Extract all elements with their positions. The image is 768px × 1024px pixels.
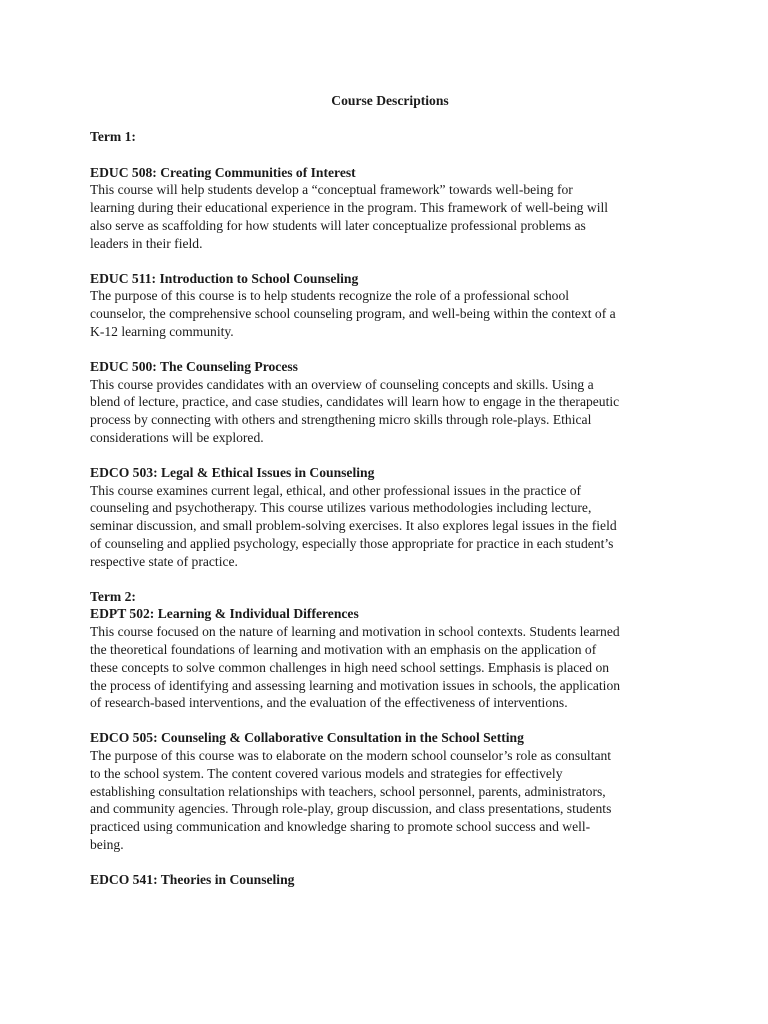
description-line: blend of lecture, practice, and case studies, candidates will learn how to engage in the therapeutic — [90, 394, 620, 410]
course-description — [90, 287, 690, 340]
description-line: counseling and psychotherapy. This course utilizes various methodologies including lecture, — [90, 500, 592, 516]
description-line: practiced using communication and knowledge sharing to promote school success and well- — [90, 819, 591, 835]
course-entry — [90, 871, 690, 889]
description-line: and community agencies. Through role-play, group discussion, and class presentations, students — [90, 801, 612, 817]
course-entry — [90, 358, 690, 447]
course-title: EDCO 505: Counseling & Collaborative Consultation in the School Setting — [90, 730, 524, 746]
description-line: seminar discussion, and small problem-solving exercises. It also explores legal issues in the field — [90, 518, 617, 534]
description-line: respective state of practice. — [90, 553, 238, 569]
course-entry — [90, 729, 690, 854]
course-description — [90, 181, 690, 252]
description-line: the theoretical foundations of learning and motivation with an emphasis on the application of — [90, 641, 597, 657]
description-line: The purpose of this course is to help students recognize the role of a professional school — [90, 288, 570, 304]
course-entry — [90, 605, 690, 712]
description-line: This course will help students develop a “conceptual framework” towards well-being for — [90, 182, 573, 198]
description-line: to the school system. The content covered various models and strategies for effectively — [90, 765, 563, 781]
description-line: This course examines current legal, ethical, and other professional issues in the practice of — [90, 482, 582, 498]
description-line: establishing consultation relationships with teachers, school personnel, parents, administrators, — [90, 783, 606, 799]
course-title: EDCO 541: Theories in Counseling — [90, 871, 295, 887]
description-line: counselor, the comprehensive school counseling program, and well-being within the context of a — [90, 306, 616, 322]
course-title: EDUC 508: Creating Communities of Interest — [90, 164, 356, 180]
course-title: EDUC 500: The Counseling Process — [90, 358, 298, 374]
description-line: also serve as scaffolding for how students will later conceptualize professional problems as — [90, 217, 586, 233]
course-description — [90, 747, 690, 854]
course-description — [90, 376, 690, 447]
description-line: The purpose of this course was to elaborate on the modern school counselor’s role as consultant — [90, 747, 612, 763]
term-heading: Term 2: — [90, 588, 136, 604]
course-entry — [90, 464, 690, 571]
course-entry — [90, 270, 690, 341]
term-heading: Term 1: — [90, 128, 136, 144]
description-line: of research-based interventions, and the evaluation of the effectiveness of interventions. — [90, 695, 568, 711]
description-line: the process of identifying and assessing learning and motivation issues in schools, the application — [90, 677, 621, 693]
description-line: learning during their educational experience in the program. This framework of well-being will — [90, 200, 609, 216]
description-line: these concepts to solve common challenges in high need school settings. Emphasis is placed on — [90, 659, 610, 675]
course-entry — [90, 164, 690, 253]
description-line: leaders in their field. — [90, 235, 203, 251]
description-line: considerations will be explored. — [90, 429, 264, 445]
description-line: This course provides candidates with an overview of counseling concepts and skills. Using a — [90, 376, 594, 392]
document-title: Course Descriptions — [331, 93, 449, 108]
description-line: of counseling and applied psychology, especially those appropriate for practice in each student’s — [90, 535, 614, 551]
description-line: process by connecting with others and strengthening micro skills through role-plays. Ethical — [90, 412, 592, 428]
course-description — [90, 482, 690, 571]
description-line: K-12 learning community. — [90, 323, 234, 339]
course-title: EDCO 503: Legal & Ethical Issues in Counseling — [90, 464, 375, 480]
course-title: EDUC 511: Introduction to School Counseling — [90, 270, 359, 286]
document-page — [90, 92, 690, 905]
description-line: being. — [90, 836, 124, 852]
course-description — [90, 623, 690, 712]
course-title: EDPT 502: Learning & Individual Differences — [90, 606, 359, 622]
description-line: This course focused on the nature of learning and motivation in school contexts. Students learned — [90, 624, 620, 640]
